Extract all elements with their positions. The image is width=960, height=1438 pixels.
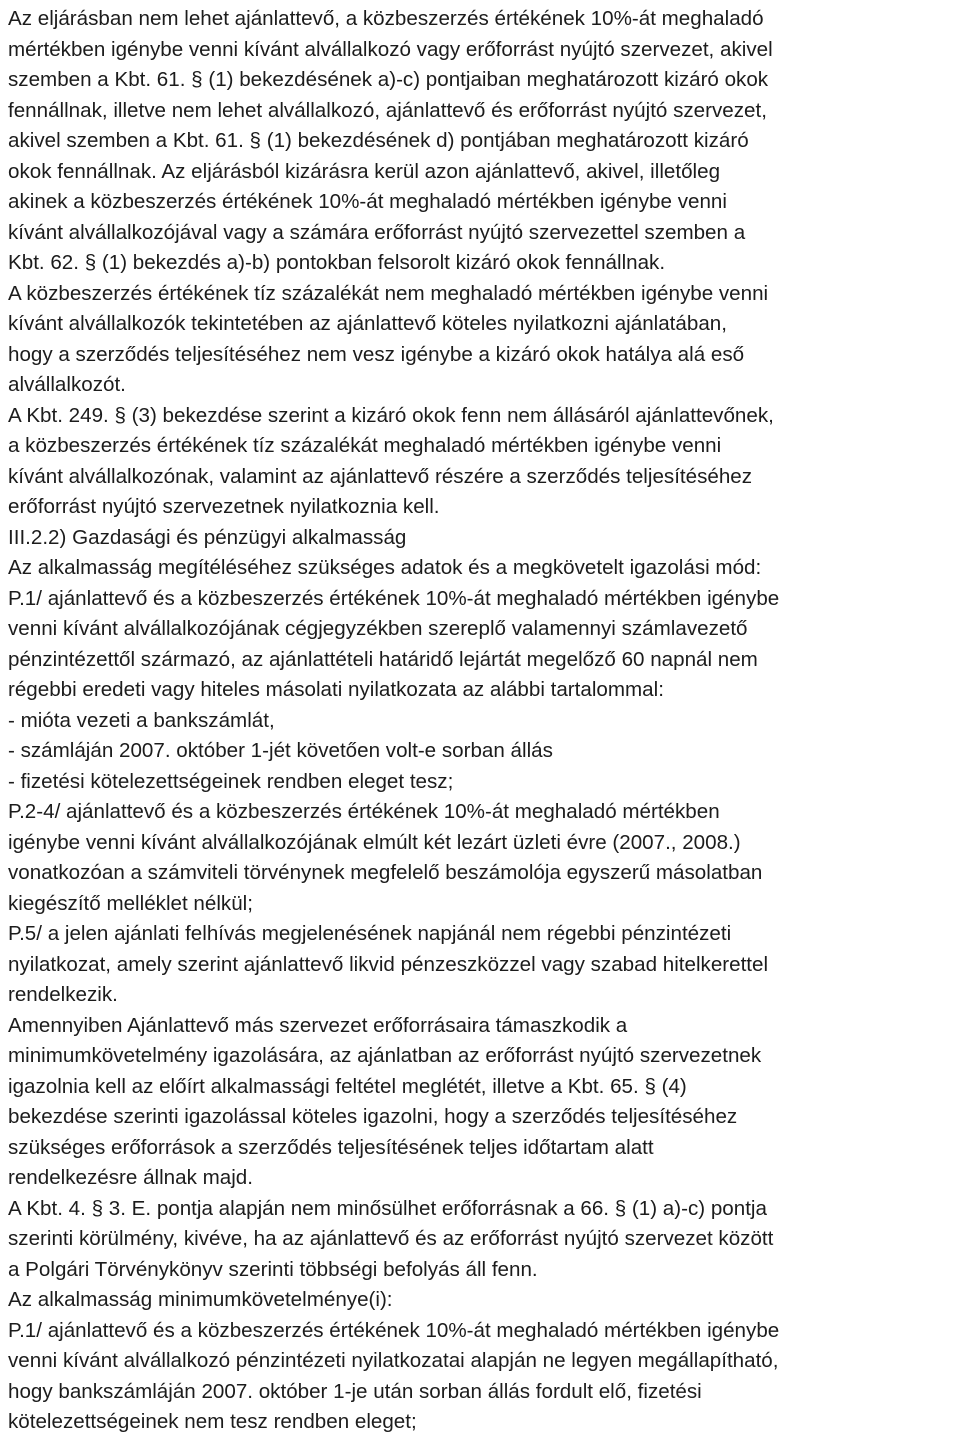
text-line: kívánt alvállalkozónak, valamint az ajánlattevő részére a szerződés teljesítéséhez: [8, 464, 753, 488]
text-line: alvállalkozót.: [8, 373, 126, 396]
text-line: szerinti körülmény, kivéve, ha az ajánlattevő és az erőforrást nyújtó szervezet között: [8, 1227, 774, 1250]
subsection-heading: Az alkalmasság minimumkövetelménye(i):: [8, 1288, 393, 1311]
list-item: - számláján 2007. október 1-jét követően volt-e sorban állás: [8, 739, 553, 762]
text-line: A közbeszerzés értékének tíz százalékát nem meghaladó mértékben igénybe venni: [8, 281, 769, 305]
text-line: hogy bankszámláján 2007. október 1-je után sorban állás fordult elő, fizetési: [8, 1379, 702, 1403]
text-line: Kbt. 62. § (1) bekezdés a)-b) pontokban felsorolt kizáró okok fennállnak.: [8, 251, 666, 274]
text-line: okok fennállnak. Az eljárásból kizárásra kerül azon ajánlattevő, akivel, illetőleg: [8, 159, 721, 183]
text-line: minimumkövetelmény igazolására, az ajánlatban az erőforrást nyújtó szervezetnek: [8, 1044, 762, 1067]
text-line: P.5/ a jelen ajánlati felhívás megjelenésének napjánál nem régebbi pénzintézeti: [8, 922, 732, 945]
text-line: bekezdése szerinti igazolással köteles igazolni, hogy a szerződés teljesítéséhez: [8, 1105, 738, 1128]
text-line: a közbeszerzés értékének tíz százalékát meghaladó mértékben igénybe venni: [8, 434, 722, 457]
text-line: venni kívánt alvállalkozó pénzintézeti nyilatkozatai alapján ne legyen megállapítható,: [8, 1349, 779, 1372]
text-line: nyilatkozat, amely szerint ajánlattevő likvid pénzeszközzel vagy szabad hitelkerettel: [8, 952, 769, 976]
text-line: szükséges erőforrások a szerződés teljesítésének teljes időtartam alatt: [8, 1135, 654, 1159]
text-line: A Kbt. 249. § (3) bekezdése szerint a kizáró okok fenn nem állásáról ajánlattevőnek,: [8, 403, 774, 427]
text-line: pénzintézettől származó, az ajánlattételi határidő lejártát megelőző 60 napnál nem: [8, 647, 758, 671]
section-heading: III.2.2) Gazdasági és pénzügyi alkalmasság: [8, 525, 407, 549]
text-line: igénybe venni kívánt alvállalkozójának elmúlt két lezárt üzleti évre (2007., 2008.): [8, 830, 741, 854]
text-line: Az alkalmasság megítéléséhez szükséges adatok és a megkövetelt igazolási mód:: [8, 556, 762, 579]
text-line: kiegészítő melléklet nélkül;: [8, 891, 253, 915]
text-line: mértékben igénybe venni kívánt alvállalkozó vagy erőforrást nyújtó szervezet, akivel: [8, 37, 773, 61]
text-line: igazolnia kell az előírt alkalmassági feltétel meglétét, illetve a Kbt. 65. § (4): [8, 1074, 687, 1098]
text-line: hogy a szerződés teljesítéséhez nem vesz igénybe a kizáró okok hatálya alá eső: [8, 342, 745, 366]
text-line: vonatkozóan a számviteli törvénynek megfelelő beszámolója egyszerű másolatban: [8, 861, 763, 884]
text-line: rendelkezésre állnak majd.: [8, 1166, 253, 1189]
text-line: A Kbt. 4. § 3. E. pontja alapján nem minősülhet erőforrásnak a 66. § (1) a)-c) pontja: [8, 1196, 767, 1220]
text-line: akivel szemben a Kbt. 61. § (1) bekezdésének d) pontjában meghatározott kizáró: [8, 129, 749, 152]
text-line: P.2-4/ ajánlattevő és a közbeszerzés értékének 10%-át meghaladó mértékben: [8, 800, 720, 823]
text-line: kívánt alvállalkozók tekintetében az ajánlattevő köteles nyilatkozni ajánlatában,: [8, 312, 727, 335]
document-body: [8, 4, 958, 1438]
text-line: a Polgári Törvénykönyv szerinti többségi befolyás áll fenn.: [8, 1257, 538, 1281]
list-item: - fizetési kötelezettségeinek rendben eleget tesz;: [8, 769, 454, 793]
text-line: erőforrást nyújtó szervezetnek nyilatkoznia kell.: [8, 495, 440, 518]
text-line: akinek a közbeszerzés értékének 10%-át meghaladó mértékben igénybe venni: [8, 190, 727, 213]
text-line: Az eljárásban nem lehet ajánlattevő, a közbeszerzés értékének 10%-át meghaladó: [8, 7, 764, 30]
text-line: P.1/ ajánlattevő és a közbeszerzés értékének 10%-át meghaladó mértékben igénybe: [8, 1318, 780, 1342]
text-line: venni kívánt alvállalkozójának cégjegyzékben szereplő valamennyi számlavezető: [8, 617, 748, 640]
text-line: szemben a Kbt. 61. § (1) bekezdésének a)-c) pontjaiban meghatározott kizáró okok: [8, 68, 769, 91]
text-line: Amennyiben Ajánlattevő más szervezet erőforrásaira támaszkodik a: [8, 1013, 628, 1037]
text-line: kötelezettségeinek nem tesz rendben eleget;: [8, 1410, 417, 1433]
text-line: kívánt alvállalkozójával vagy a számára erőforrást nyújtó szervezettel szemben a: [8, 220, 746, 244]
text-line: fennállnak, illetve nem lehet alvállalkozó, ajánlattevő és erőforrást nyújtó szervezet,: [8, 98, 767, 122]
text-line: P.1/ ajánlattevő és a közbeszerzés értékének 10%-át meghaladó mértékben igénybe: [8, 586, 780, 610]
list-item: - mióta vezeti a bankszámlát,: [8, 708, 275, 732]
text-line: régebbi eredeti vagy hiteles másolati nyilatkozata az alábbi tartalommal:: [8, 678, 664, 701]
text-line: rendelkezik.: [8, 983, 118, 1006]
